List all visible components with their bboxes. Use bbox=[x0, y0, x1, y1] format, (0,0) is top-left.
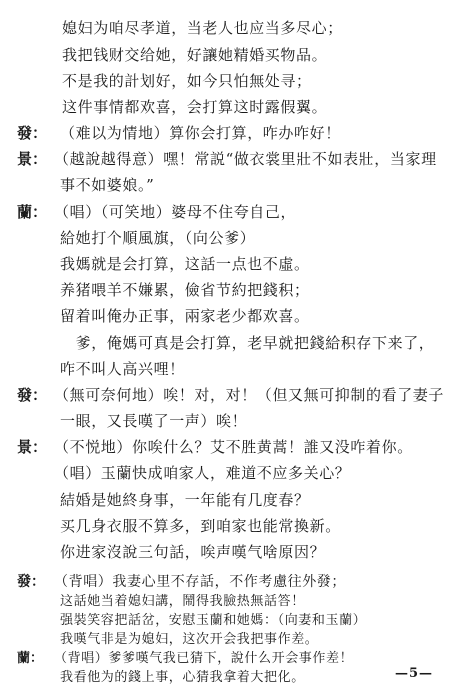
text-line: 給她打个順風旗，（向公爹） bbox=[60, 229, 256, 247]
text-line: 你进家沒說三句話，唉声嘆气啥原因？ bbox=[60, 543, 326, 561]
text-line: （不悦地）你唉什么？艾不胜黄蒿！誰又没咋着你。 bbox=[54, 438, 413, 456]
speaker-label: 發： bbox=[17, 386, 48, 404]
speaker-label: 發： bbox=[17, 574, 45, 590]
text-line: 不是我的計划好，如今只怕無处寻； bbox=[62, 72, 312, 90]
text-line: 爹，俺媽可真是会打算，老早就把錢給积存下来了， bbox=[60, 334, 435, 352]
text-line: （越說越得意）嘿！常説“做衣裳里壯不如表壯，当家理 bbox=[54, 150, 437, 168]
text-line: 媳妇为咱尽孝道，当老人也应当多尽心； bbox=[62, 19, 343, 37]
speaker-label: 景： bbox=[17, 150, 48, 168]
text-line: 养猪喂羊不嫌累，儉省节約把錢积； bbox=[60, 281, 310, 299]
text-line: （無可奈何地）唉！对，对！（但又無可抑制的看了妻子 bbox=[54, 386, 445, 404]
text-line: （背唱）爹爹嘆气我已猜下，說什么开会事作差！ bbox=[54, 651, 354, 666]
text-line: 事不如婆娘。” bbox=[60, 176, 155, 194]
text-line: 这話她当着媳妇講，鬧得我臉热無話答！ bbox=[60, 594, 305, 609]
speaker-label: 蘭： bbox=[17, 651, 44, 666]
text-line: 强裝笑容把話岔，安慰玉蘭和她媽：（向妻和玉蘭） bbox=[60, 613, 367, 628]
speaker-label: 蘭： bbox=[17, 203, 48, 221]
text-line: 我媽就是会打算，这話一点也不虛。 bbox=[60, 255, 310, 273]
text-line: （难以为情地）算你会打算，咋办咋好！ bbox=[60, 124, 341, 142]
page-number: —5— bbox=[395, 666, 434, 681]
text-line: 这件事情都欢喜，会打算这时露假翼。 bbox=[62, 98, 328, 116]
text-line: （背唱）我妻心里不存話，不作考慮往外發； bbox=[54, 574, 346, 590]
text-line: 我嘆气非是为媳妇，这次开会我把事作差。 bbox=[60, 632, 319, 647]
text-line: （唱）玉蘭快成咱家人，难道不应多关心？ bbox=[54, 464, 351, 482]
text-line: 我看他为的錢上事，心猜我拿着大把化。 bbox=[60, 670, 305, 685]
text-line: 买几身衣服不算多，到咱家也能常換新。 bbox=[60, 517, 341, 535]
text-line: 咋不叫人高兴哩！ bbox=[60, 360, 185, 378]
text-line: 一眼，又長嘆了一声）唉！ bbox=[60, 412, 248, 430]
text-line: 結婚是她終身事，一年能有几度春？ bbox=[60, 491, 310, 509]
speaker-label: 發： bbox=[17, 124, 48, 142]
text-line: 我把钱财交给她，好讓她精婚买物品。 bbox=[62, 46, 328, 64]
text-line: 留着叫俺办正事，兩家老少都欢喜。 bbox=[60, 307, 310, 325]
speaker-label: 景： bbox=[17, 438, 48, 456]
text-line: （唱）（可笑地）婆母不住夸自己， bbox=[54, 203, 297, 221]
